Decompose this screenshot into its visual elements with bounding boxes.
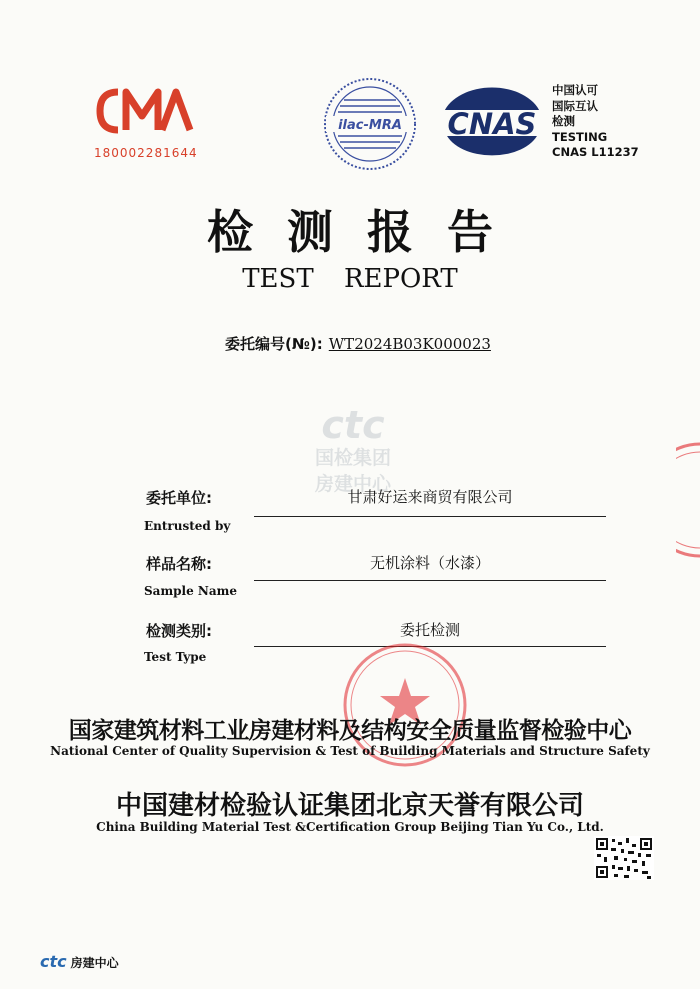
field-label-sample-en: Sample Name [144, 584, 237, 598]
report-number-value: WT2024B03K000023 [328, 335, 491, 353]
watermark [298, 398, 408, 498]
cnas-line-5: CNAS L11237 [552, 145, 639, 159]
watermark-logo: ctc [321, 403, 385, 447]
watermark-line-2: 房建中心 [314, 473, 392, 495]
org-primary-cn: 国家建筑材料工业房建材料及结构安全质量监督检验中心 [68, 718, 632, 744]
cnas-side-text [552, 83, 639, 161]
title-en: TEST REPORT [242, 264, 458, 294]
qr-code [594, 836, 654, 880]
cnas-line-4: TESTING [552, 129, 608, 144]
field-label-testtype-cn: 检测类别: [146, 622, 212, 640]
cnas-logo [436, 82, 548, 162]
title-cn: 检测报告 [207, 205, 527, 259]
ilac-mra-logo [322, 76, 418, 172]
org-primary-en: National Center of Quality Supervision & Test of Building Materials and Structure Safety [50, 744, 650, 758]
field-label-entrusted-cn: 委托单位: [146, 489, 212, 507]
field-label-testtype-en: Test Type [144, 650, 207, 664]
org-secondary-cn: 中国建材检验认证集团北京天誉有限公司 [115, 791, 584, 821]
cnas-line-1: 中国认可 [552, 83, 598, 97]
footer-ctc-logo: ctc [40, 952, 67, 971]
org-secondary-en: China Building Material Test &Certification Group Beijing Tian Yu Co., Ltd. [96, 820, 604, 834]
cnas-line-2: 国际互认 [552, 98, 598, 113]
report-number [225, 333, 491, 354]
report-number-label: 委托编号(№): [225, 335, 323, 353]
ilac-mra-text: ilac-MRA [338, 118, 402, 133]
field-value-sample: 无机涂料（水漆） [369, 554, 490, 572]
cma-number: 180002281644 [94, 146, 198, 160]
cma-logo [92, 78, 194, 144]
edge-seal [676, 440, 700, 560]
watermark-line-1: 国检集团 [314, 447, 392, 469]
footer-brand-text: 房建中心 [70, 956, 119, 970]
field-underline [254, 516, 606, 517]
field-underline [254, 580, 606, 581]
field-value-testtype: 委托检测 [399, 621, 460, 639]
field-label-entrusted-en: Entrusted by [144, 519, 231, 533]
footer-brand [40, 952, 119, 971]
field-value-entrusted: 甘肃好运来商贸有限公司 [347, 488, 513, 506]
cnas-line-3: 检测 [552, 114, 575, 128]
cnas-mark-text: CNAS [447, 107, 537, 141]
field-label-sample-cn: 样品名称: [146, 555, 212, 573]
